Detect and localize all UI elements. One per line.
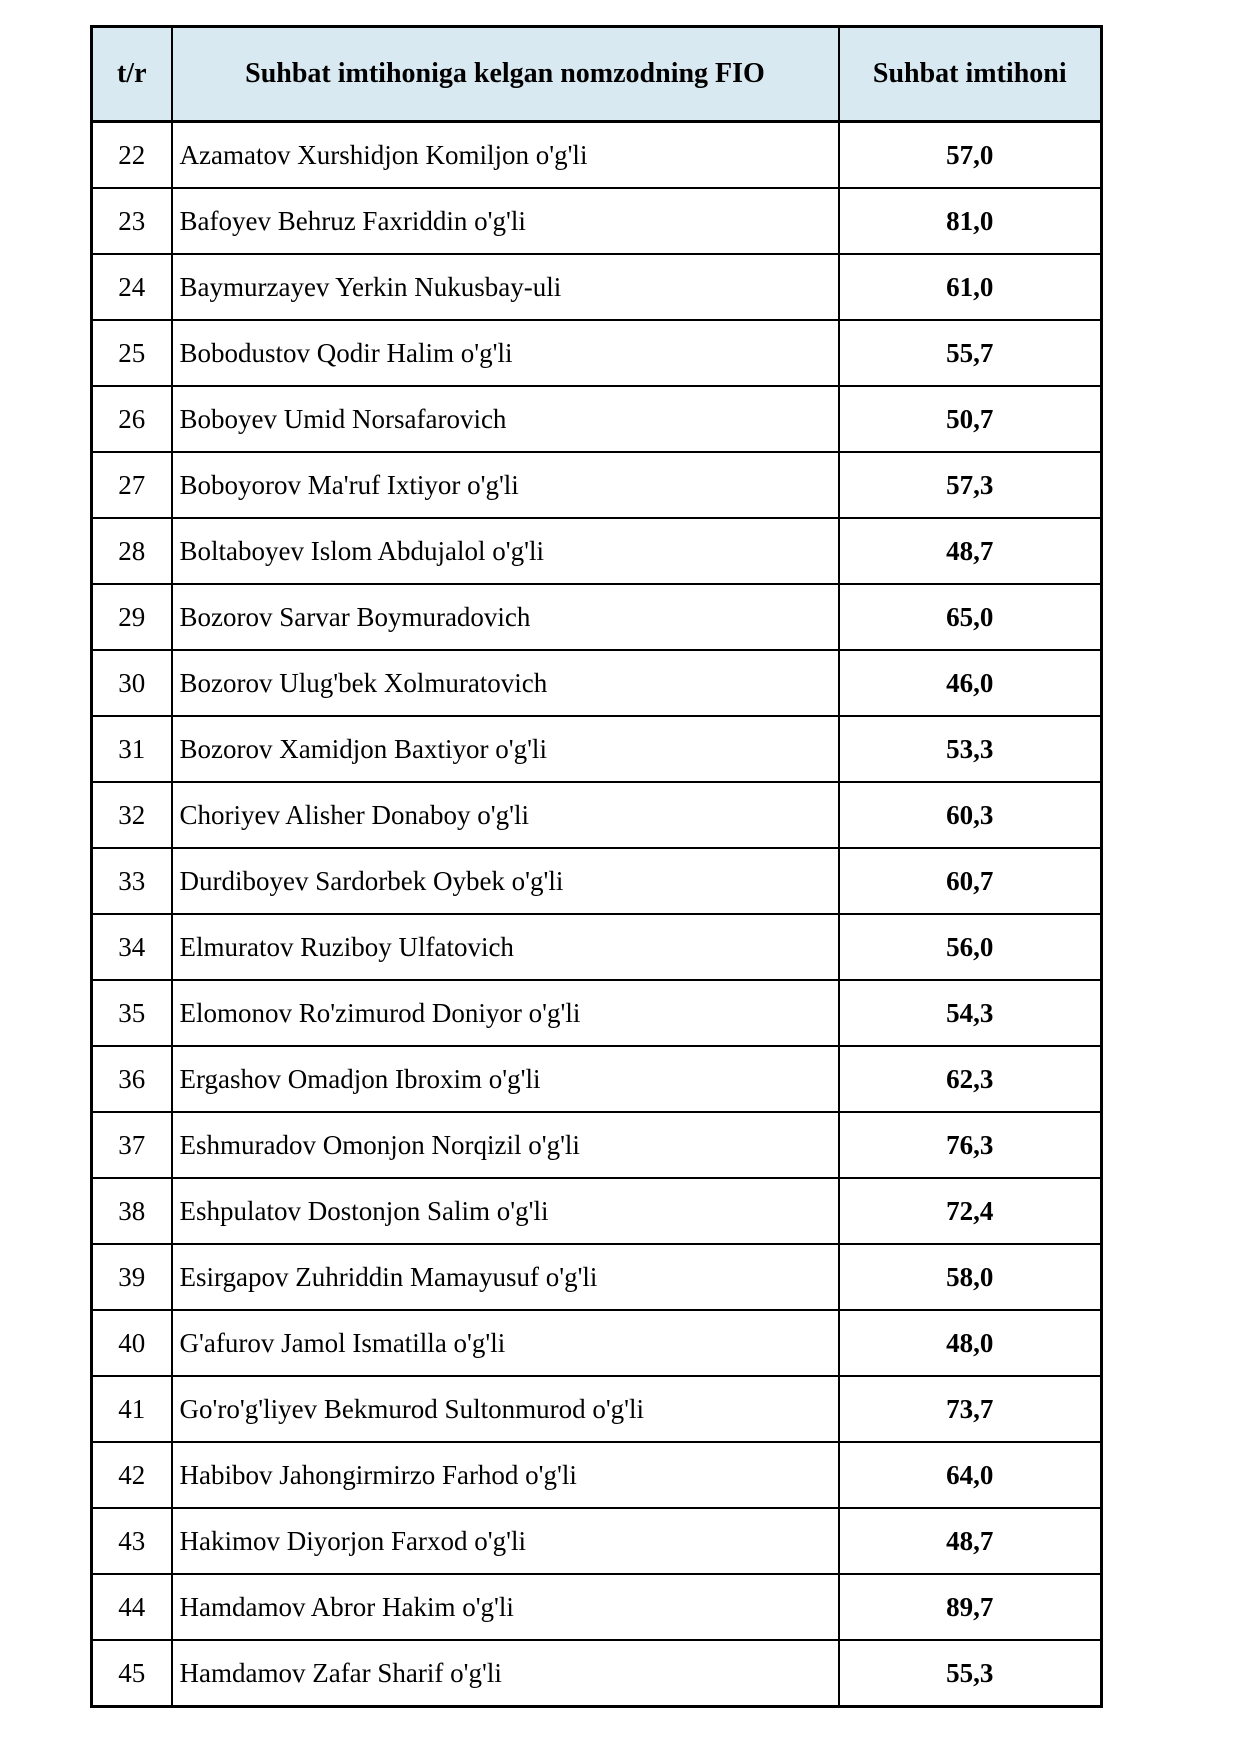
interview-score-cell: 55,7 [839,320,1102,386]
row-number-cell: 22 [92,122,172,189]
interview-score-cell: 58,0 [839,1244,1102,1310]
candidate-name-cell: Durdiboyev Sardorbek Oybek o'g'li [172,848,839,914]
table-row [92,452,1102,518]
candidate-name-cell: Hamdamov Abror Hakim o'g'li [172,1574,839,1640]
interview-score-cell: 54,3 [839,980,1102,1046]
table-row [92,1112,1102,1178]
candidate-name-cell: Bobodustov Qodir Halim o'g'li [172,320,839,386]
row-number-cell: 30 [92,650,172,716]
table-row [92,386,1102,452]
table-row [92,716,1102,782]
interview-score-cell: 60,7 [839,848,1102,914]
interview-score-cell: 50,7 [839,386,1102,452]
row-number-cell: 38 [92,1178,172,1244]
interview-score-cell: 55,3 [839,1640,1102,1707]
header-cell-candidate-name: Suhbat imtihoniga kelgan nomzodning FIO [172,27,839,122]
table-body [92,122,1102,1707]
table-row [92,980,1102,1046]
row-number-cell: 29 [92,584,172,650]
interview-score-cell: 64,0 [839,1442,1102,1508]
table-row [92,1442,1102,1508]
row-number-cell: 31 [92,716,172,782]
interview-score-cell: 48,7 [839,518,1102,584]
table-row [92,914,1102,980]
table-row [92,122,1102,189]
candidate-name-cell: Go'ro'g'liyev Bekmurod Sultonmurod o'g'li [172,1376,839,1442]
candidate-name-cell: Eshmuradov Omonjon Norqizil o'g'li [172,1112,839,1178]
candidates-score-table [90,25,1103,1708]
candidate-name-cell: Eshpulatov Dostonjon Salim o'g'li [172,1178,839,1244]
candidate-name-cell: Boboyev Umid Norsafarovich [172,386,839,452]
interview-score-cell: 46,0 [839,650,1102,716]
candidate-name-cell: Hakimov Diyorjon Farxod o'g'li [172,1508,839,1574]
row-number-cell: 28 [92,518,172,584]
table-row [92,584,1102,650]
table-row [92,1376,1102,1442]
interview-score-cell: 76,3 [839,1112,1102,1178]
candidate-name-cell: Boboyorov Ma'ruf Ixtiyor o'g'li [172,452,839,518]
candidate-name-cell: Azamatov Xurshidjon Komiljon o'g'li [172,122,839,189]
candidate-name-cell: G'afurov Jamol Ismatilla o'g'li [172,1310,839,1376]
candidate-name-cell: Boltaboyev Islom Abdujalol o'g'li [172,518,839,584]
row-number-cell: 25 [92,320,172,386]
row-number-cell: 36 [92,1046,172,1112]
candidate-name-cell: Bozorov Xamidjon Baxtiyor o'g'li [172,716,839,782]
row-number-cell: 33 [92,848,172,914]
interview-score-cell: 65,0 [839,584,1102,650]
row-number-cell: 35 [92,980,172,1046]
table-row [92,1046,1102,1112]
candidate-name-cell: Elmuratov Ruziboy Ulfatovich [172,914,839,980]
interview-score-cell: 73,7 [839,1376,1102,1442]
candidate-name-cell: Esirgapov Zuhriddin Mamayusuf o'g'li [172,1244,839,1310]
row-number-cell: 32 [92,782,172,848]
candidate-name-cell: Bozorov Sarvar Boymuradovich [172,584,839,650]
interview-score-cell: 72,4 [839,1178,1102,1244]
interview-score-cell: 62,3 [839,1046,1102,1112]
row-number-cell: 23 [92,188,172,254]
candidate-name-cell: Baymurzayev Yerkin Nukusbay-uli [172,254,839,320]
table-row [92,1640,1102,1707]
row-number-cell: 41 [92,1376,172,1442]
candidate-name-cell: Bafoyev Behruz Faxriddin o'g'li [172,188,839,254]
table-row [92,1508,1102,1574]
interview-score-cell: 57,0 [839,122,1102,189]
row-number-cell: 43 [92,1508,172,1574]
interview-score-cell: 60,3 [839,782,1102,848]
row-number-cell: 42 [92,1442,172,1508]
table-row [92,848,1102,914]
candidate-name-cell: Habibov Jahongirmirzo Farhod o'g'li [172,1442,839,1508]
table-row [92,1574,1102,1640]
interview-score-cell: 53,3 [839,716,1102,782]
row-number-cell: 26 [92,386,172,452]
table-row [92,188,1102,254]
row-number-cell: 34 [92,914,172,980]
table-row [92,1310,1102,1376]
table-row [92,782,1102,848]
row-number-cell: 44 [92,1574,172,1640]
row-number-cell: 39 [92,1244,172,1310]
interview-score-cell: 61,0 [839,254,1102,320]
candidate-name-cell: Ergashov Omadjon Ibroxim o'g'li [172,1046,839,1112]
candidate-name-cell: Hamdamov Zafar Sharif o'g'li [172,1640,839,1707]
interview-score-cell: 57,3 [839,452,1102,518]
table-row [92,518,1102,584]
table-row [92,254,1102,320]
interview-score-cell: 48,0 [839,1310,1102,1376]
row-number-cell: 45 [92,1640,172,1707]
header-cell-interview-score: Suhbat imtihoni [839,27,1102,122]
table-row [92,1244,1102,1310]
row-number-cell: 27 [92,452,172,518]
interview-score-cell: 48,7 [839,1508,1102,1574]
table-row [92,1178,1102,1244]
interview-score-cell: 81,0 [839,188,1102,254]
candidate-name-cell: Elomonov Ro'zimurod Doniyor o'g'li [172,980,839,1046]
table-header-row [92,27,1102,122]
candidate-name-cell: Choriyev Alisher Donaboy o'g'li [172,782,839,848]
row-number-cell: 24 [92,254,172,320]
row-number-cell: 40 [92,1310,172,1376]
interview-score-cell: 56,0 [839,914,1102,980]
candidate-name-cell: Bozorov Ulug'bek Xolmuratovich [172,650,839,716]
table-row [92,320,1102,386]
table-row [92,650,1102,716]
interview-score-cell: 89,7 [839,1574,1102,1640]
header-cell-number: t/r [92,27,172,122]
row-number-cell: 37 [92,1112,172,1178]
